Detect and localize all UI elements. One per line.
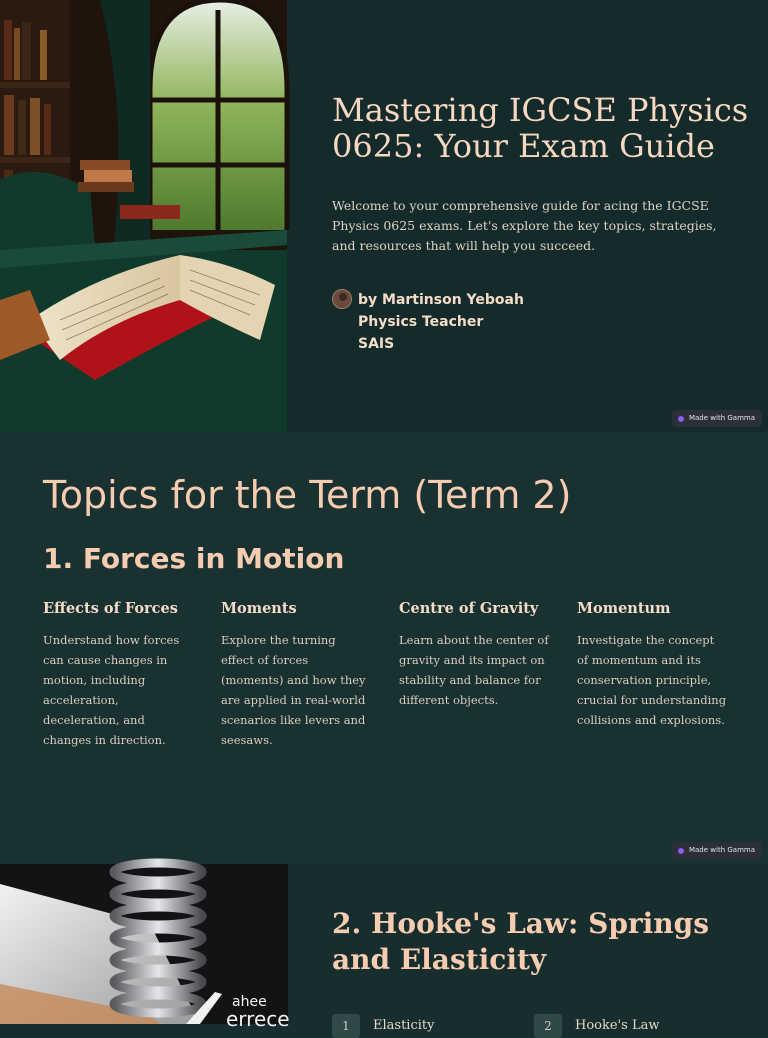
topic-title: Momentum [577,600,671,617]
author-name: by Martinson Yeboah [358,292,524,308]
step-label: Elasticity [373,1018,435,1033]
page-title: Mastering IGCSE Physics 0625: Your Exam Guide [332,91,749,165]
badge-label: Made with Gamma [688,846,755,854]
gamma-logo-icon [678,848,684,854]
topic-description: Understand how forces can cause changes in motion, including acceleration, deceleration, and changes in direction. [43,633,180,747]
step-item [332,1014,534,1038]
badge-label: Made with Gamma [688,414,755,422]
topic-title: Centre of Gravity [399,600,539,617]
step-label: Hooke's Law [575,1018,660,1033]
avatar [332,289,352,309]
topic-title: Effects of Forces [43,600,178,617]
step-item [534,1014,736,1038]
topic-description: Investigate the concept of momentum and its conservation principle, crucial for understanding collisions and explosions. [577,633,727,727]
step-number: 1 [332,1014,360,1038]
author-organization: SAIS [358,336,395,352]
topic-column [399,598,549,750]
topic-title: Moments [221,600,297,617]
made-with-gamma-badge[interactable] [672,410,762,427]
topic-column [577,598,727,750]
library-book-image [0,0,287,432]
intro-paragraph: Welcome to your comprehensive guide for acing the IGCSE Physics 0625 exams. Let's explore the key topics, strategies, and resources that will help you succeed. [332,198,717,253]
step-list [332,1014,736,1038]
author-role: Physics Teacher [358,314,484,330]
made-with-gamma-badge[interactable] [672,842,762,859]
topic-description: Explore the turning effect of forces (moments) and how they are applied in real-world scenarios like levers and seesaws. [221,633,366,747]
topic-column [43,598,193,750]
slide-topics [0,432,768,864]
image-caption-line2: errece [226,1007,290,1031]
slide-title [0,0,768,432]
topic-description: Learn about the center of gravity and its impact on stability and balance for different objects. [399,633,549,707]
topic-column [221,598,371,750]
image-caption-line1: ahee [232,994,267,1010]
slide-hookes-law [0,864,768,1033]
step-number: 2 [534,1014,562,1038]
author-block [332,289,524,355]
spring-image [0,864,290,1031]
topic-heading: 1. Forces in Motion [43,542,345,575]
section-title: Topics for the Term (Term 2) [43,473,572,517]
gamma-logo-icon [678,416,684,422]
topic-columns [43,598,755,750]
section-title: 2. Hooke's Law: Springs and Elasticity [332,907,709,976]
